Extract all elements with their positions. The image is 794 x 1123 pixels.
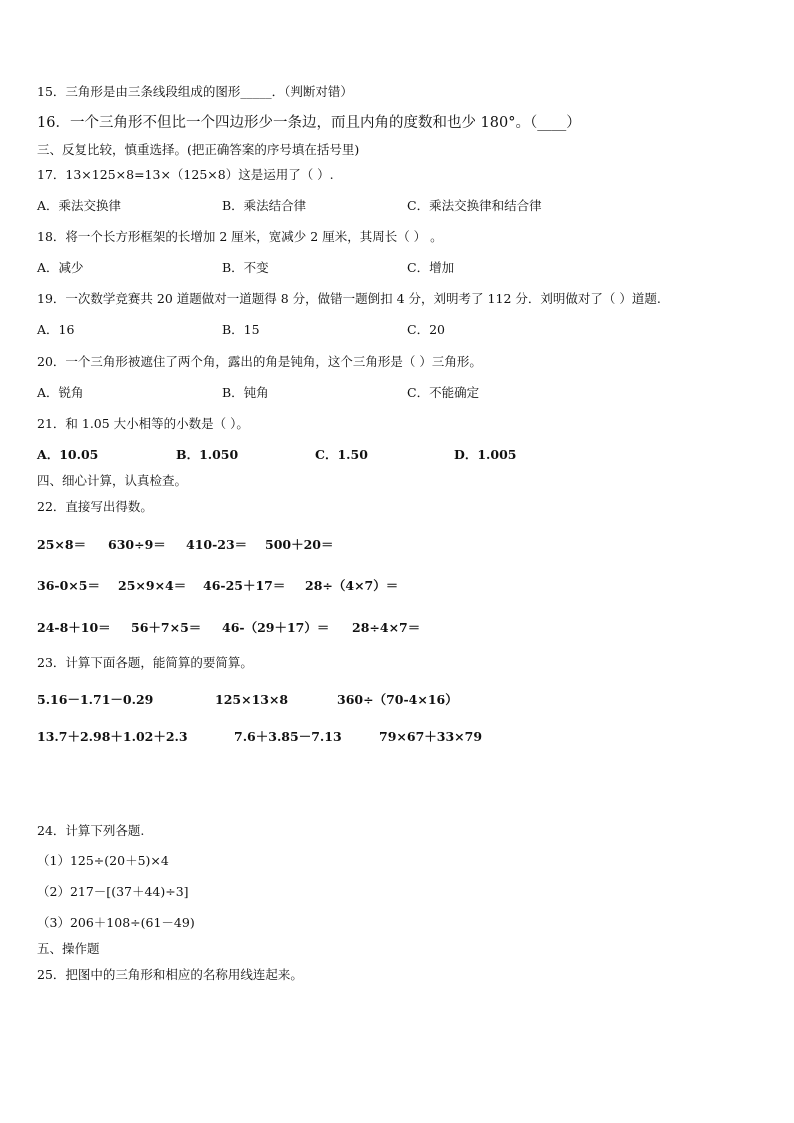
q23-item: 125×13×8 (215, 692, 289, 707)
q22-item: 36-0×5＝ (37, 578, 100, 593)
question-19-stem: 19．一次数学竞赛共 20 道题做对一道题得 8 分，做错一题倒扣 4 分，刘明考了 112 分．刘明做对了（ ）道题. (37, 291, 661, 306)
q23-item: 13.7＋2.98＋1.02＋2.3 (37, 729, 188, 744)
q23-item: 5.16－1.71－0.29 (37, 692, 154, 707)
question-23-stem: 23．计算下面各题，能简算的要简算。 (37, 655, 253, 670)
q22-item: 630÷9＝ (108, 537, 166, 552)
question-18-option-b: B．不变 (222, 260, 269, 275)
question-17-option-a: A．乘法交换律 (37, 198, 122, 213)
question-17-stem: 17．13×125×8=13×（125×8）这是运用了（ ）. (37, 167, 334, 182)
q22-item: 410-23＝ (186, 537, 248, 552)
question-20-option-b: B．钝角 (222, 385, 269, 400)
q24-item: （3）206＋108÷(61－49) (37, 915, 195, 930)
q22-item: 46-25＋17＝ (203, 578, 286, 593)
q22-item: 28÷（4×7）＝ (305, 578, 399, 593)
q22-item: 24-8＋10＝ (37, 620, 111, 635)
section-4-heading: 四、细心计算，认真检查。 (37, 473, 188, 488)
question-19-option-c: C．20 (407, 322, 445, 337)
question-20-option-a: A．锐角 (37, 385, 84, 400)
q22-item: 56＋7×5＝ (131, 620, 202, 635)
question-20-option-c: C．不能确定 (407, 385, 480, 400)
q22-item: 46-（29＋17）＝ (222, 620, 330, 635)
q22-item: 25×8＝ (37, 537, 87, 552)
question-21-stem: 21．和 1.05 大小相等的小数是（ ）。 (37, 416, 249, 431)
question-18-option-c: C．增加 (407, 260, 455, 275)
question-16: 16．一个三角形不但比一个四边形少一条边，而且内角的度数和也少 180°。（____） (37, 115, 581, 131)
q23-item: 79×67＋33×79 (379, 729, 483, 744)
question-17-option-b: B．乘法结合律 (222, 198, 307, 213)
question-21-option-d: D．1.005 (454, 447, 517, 462)
q23-item: 360÷（70-4×16） (337, 692, 458, 707)
question-24-stem: 24．计算下列各题. (37, 823, 145, 838)
q22-item: 28÷4×7＝ (352, 620, 421, 635)
q22-item: 500＋20＝ (265, 537, 334, 552)
question-17-option-c: C．乘法交换律和结合律 (407, 198, 542, 213)
question-19-option-a: A．16 (37, 322, 75, 337)
question-20-stem: 20．一个三角形被遮住了两个角，露出的角是钝角，这个三角形是（ ）三角形。 (37, 354, 482, 369)
section-3-heading: 三、反复比较，慎重选择。(把正确答案的序号填在括号里) (37, 142, 360, 157)
q23-item: 7.6＋3.85－7.13 (234, 729, 342, 744)
question-18-stem: 18．将一个长方形框架的长增加 2 厘米，宽减少 2 厘米，其周长（ ） 。 (37, 229, 443, 244)
question-25: 25．把图中的三角形和相应的名称用线连起来。 (37, 967, 303, 982)
question-21-option-b: B．1.050 (176, 447, 239, 462)
question-21-option-c: C．1.50 (315, 447, 368, 462)
question-22-stem: 22．直接写出得数。 (37, 499, 153, 514)
q22-item: 25×9×4＝ (118, 578, 187, 593)
question-21-option-a: A．10.05 (37, 447, 99, 462)
section-5-heading: 五、操作题 (37, 941, 100, 956)
question-19-option-b: B．15 (222, 322, 260, 337)
q24-item: （1）125÷(20＋5)×4 (37, 853, 169, 868)
question-18-option-a: A．减少 (37, 260, 84, 275)
q24-item: （2）217－[(37＋44)÷3] (37, 884, 189, 899)
question-15: 15．三角形是由三条线段组成的图形_____．（判断对错） (37, 84, 353, 99)
